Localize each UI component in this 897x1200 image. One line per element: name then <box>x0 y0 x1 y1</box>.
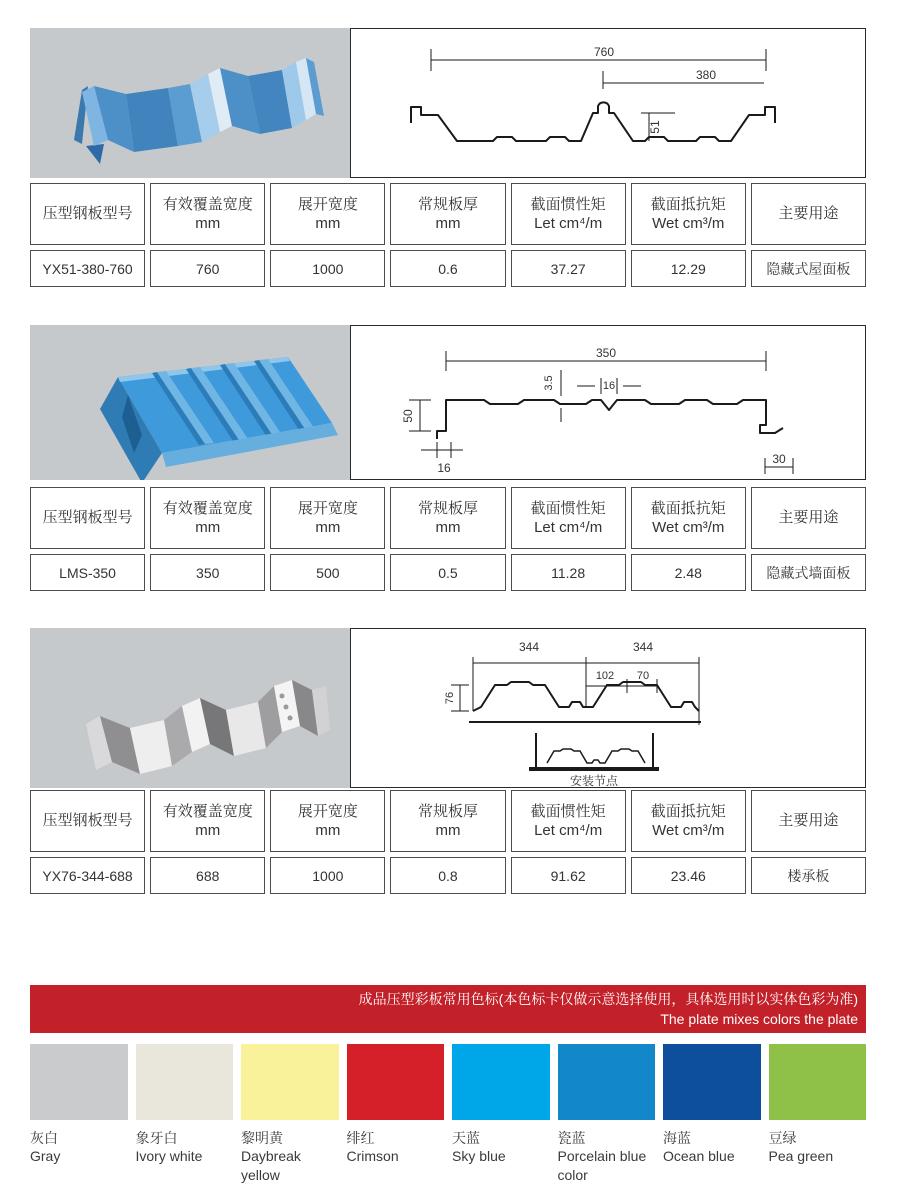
dim-label-leg: 16 <box>437 461 451 475</box>
cell-coverage: 350 <box>150 554 265 591</box>
section-wall-panel <box>30 325 866 480</box>
wall-panel-drawing <box>351 326 865 479</box>
dim-label-lap: 30 <box>772 452 786 466</box>
col-header-model: 压型钢板型号 <box>30 790 145 852</box>
floor-deck-photo-image <box>30 628 350 788</box>
wall-panel-drawing-box <box>350 325 866 480</box>
swatch-pea-green <box>769 1044 867 1120</box>
cell-unfold: 1000 <box>270 857 385 894</box>
col-header-resistance: 截面抵抗矩 Wet cm³/m <box>631 487 746 549</box>
col-header-unfold: 展开宽度 mm <box>270 183 385 245</box>
col-header-unfold: 展开宽度 mm <box>270 487 385 549</box>
swatch-crimson <box>347 1044 445 1120</box>
dim-label-total: 760 <box>593 45 615 59</box>
swatch-label-zh: 海蓝 <box>663 1130 691 1146</box>
color-swatch-sky-blue <box>452 1044 550 1184</box>
color-chart-banner <box>30 985 866 1033</box>
col-header-resistance: 截面抵抗矩 Wet cm³/m <box>631 183 746 245</box>
cell-thickness: 0.6 <box>390 250 505 287</box>
col-header-model: 压型钢板型号 <box>30 487 145 549</box>
dim-label-102: 102 <box>595 670 615 682</box>
swatch-label-zh: 豆绿 <box>768 1130 797 1146</box>
cell-inertia: 91.62 <box>511 857 626 894</box>
wall-panel-photo <box>30 325 350 480</box>
col-header-resistance: 截面抵抗矩 Wet cm³/m <box>631 790 746 852</box>
cell-inertia: 37.27 <box>511 250 626 287</box>
col-header-thickness: 常规板厚 mm <box>390 487 505 549</box>
floor-deck-drawing-box <box>350 628 866 788</box>
cell-unfold: 500 <box>270 554 385 591</box>
banner-title-en: The plate mixes colors the plate <box>660 1011 858 1027</box>
banner-title-zh: 成品压型彩板常用色标(本色标卡仅做示意选择使用，具体选用时以实体色彩为准) <box>358 990 858 1007</box>
spec-table-roof <box>30 183 866 287</box>
swatch-label-en: Ocean blue <box>663 1148 735 1165</box>
col-header-coverage: 有效覆盖宽度 mm <box>150 790 265 852</box>
col-header-inertia: 截面惯性矩 Let cm⁴/m <box>511 790 626 852</box>
color-swatch-ocean-blue <box>663 1044 761 1184</box>
color-swatch-pea-green <box>769 1044 867 1184</box>
swatch-label-en: Daybreak yellow <box>241 1148 301 1183</box>
color-swatch-grid <box>30 1044 866 1184</box>
swatch-label-zh: 象牙白 <box>135 1130 178 1146</box>
cell-coverage: 760 <box>150 250 265 287</box>
spec-table-floor <box>30 790 866 894</box>
dim-label-depth: 3.5 <box>543 375 555 391</box>
cell-resistance: 2.48 <box>631 554 746 591</box>
roof-panel-drawing-box <box>350 28 866 178</box>
swatch-label-en: Pea green <box>768 1148 834 1165</box>
col-header-inertia: 截面惯性矩 Let cm⁴/m <box>511 183 626 245</box>
cell-coverage: 688 <box>150 857 265 894</box>
swatch-daybreak-yellow <box>241 1044 339 1120</box>
roof-panel-photo <box>30 28 350 178</box>
swatch-label-zh: 灰白 <box>30 1130 58 1146</box>
drawing-caption: 安装节点 <box>569 774 619 787</box>
col-header-coverage: 有效覆盖宽度 mm <box>150 183 265 245</box>
color-swatch-ivory-white <box>136 1044 234 1184</box>
swatch-gray <box>30 1044 128 1120</box>
col-header-usage: 主要用途 <box>751 183 866 245</box>
dim-label-half: 380 <box>695 68 717 82</box>
swatch-label-en: Ivory white <box>135 1148 203 1165</box>
swatch-label-en: Sky blue <box>452 1148 506 1165</box>
swatch-label-zh: 绯红 <box>346 1130 375 1146</box>
color-swatch-crimson <box>347 1044 445 1184</box>
swatch-ivory-white <box>136 1044 234 1120</box>
swatch-label-en: Porcelain blue color <box>557 1148 647 1183</box>
cell-resistance: 23.46 <box>631 857 746 894</box>
dim-label-right: 344 <box>632 640 654 654</box>
cell-unfold: 1000 <box>270 250 385 287</box>
col-header-model: 压型钢板型号 <box>30 183 145 245</box>
swatch-porcelain-blue <box>558 1044 656 1120</box>
dim-label-70: 70 <box>636 670 650 682</box>
dim-label-left: 344 <box>518 640 540 654</box>
floor-deck-photo <box>30 628 350 788</box>
color-swatch-daybreak-yellow <box>241 1044 339 1184</box>
roof-panel-drawing <box>351 29 865 177</box>
cell-usage: 楼承板 <box>751 857 866 894</box>
col-header-coverage: 有效覆盖宽度 mm <box>150 487 265 549</box>
col-header-thickness: 常规板厚 mm <box>390 790 505 852</box>
swatch-label-zh: 天蓝 <box>452 1130 480 1146</box>
col-header-usage: 主要用途 <box>751 790 866 852</box>
swatch-label-zh: 瓷蓝 <box>557 1130 586 1146</box>
swatch-ocean-blue <box>663 1044 761 1120</box>
swatch-sky-blue <box>452 1044 550 1120</box>
cell-usage: 隐藏式屋面板 <box>751 250 866 287</box>
color-swatch-porcelain-blue <box>558 1044 656 1184</box>
section-roof-panel <box>30 28 866 178</box>
cell-thickness: 0.5 <box>390 554 505 591</box>
cell-inertia: 11.28 <box>511 554 626 591</box>
col-header-inertia: 截面惯性矩 Let cm⁴/m <box>511 487 626 549</box>
section-floor-deck <box>30 628 866 788</box>
cell-model: LMS-350 <box>30 554 145 591</box>
swatch-label-en: Gray <box>30 1148 61 1165</box>
cell-model: YX76-344-688 <box>30 857 145 894</box>
col-header-thickness: 常规板厚 mm <box>390 183 505 245</box>
dim-label-height: 50 <box>401 409 415 423</box>
col-header-unfold: 展开宽度 mm <box>270 790 385 852</box>
swatch-label-zh: 黎明黄 <box>241 1130 283 1146</box>
cell-model: YX51-380-760 <box>30 250 145 287</box>
spec-table-wall <box>30 487 866 591</box>
col-header-usage: 主要用途 <box>751 487 866 549</box>
dim-label-total: 350 <box>595 346 617 360</box>
dim-label-height: 76 <box>444 691 456 705</box>
color-swatch-gray <box>30 1044 128 1184</box>
swatch-label-en: Crimson <box>346 1148 399 1165</box>
roof-panel-photo-image <box>30 28 350 178</box>
dim-label-height: 51 <box>648 120 662 134</box>
cell-thickness: 0.8 <box>390 857 505 894</box>
cell-resistance: 12.29 <box>631 250 746 287</box>
cell-usage: 隐藏式墙面板 <box>751 554 866 591</box>
wall-panel-photo-image <box>30 325 350 480</box>
floor-deck-drawing <box>351 629 865 787</box>
dim-label-notch: 16 <box>602 380 616 392</box>
